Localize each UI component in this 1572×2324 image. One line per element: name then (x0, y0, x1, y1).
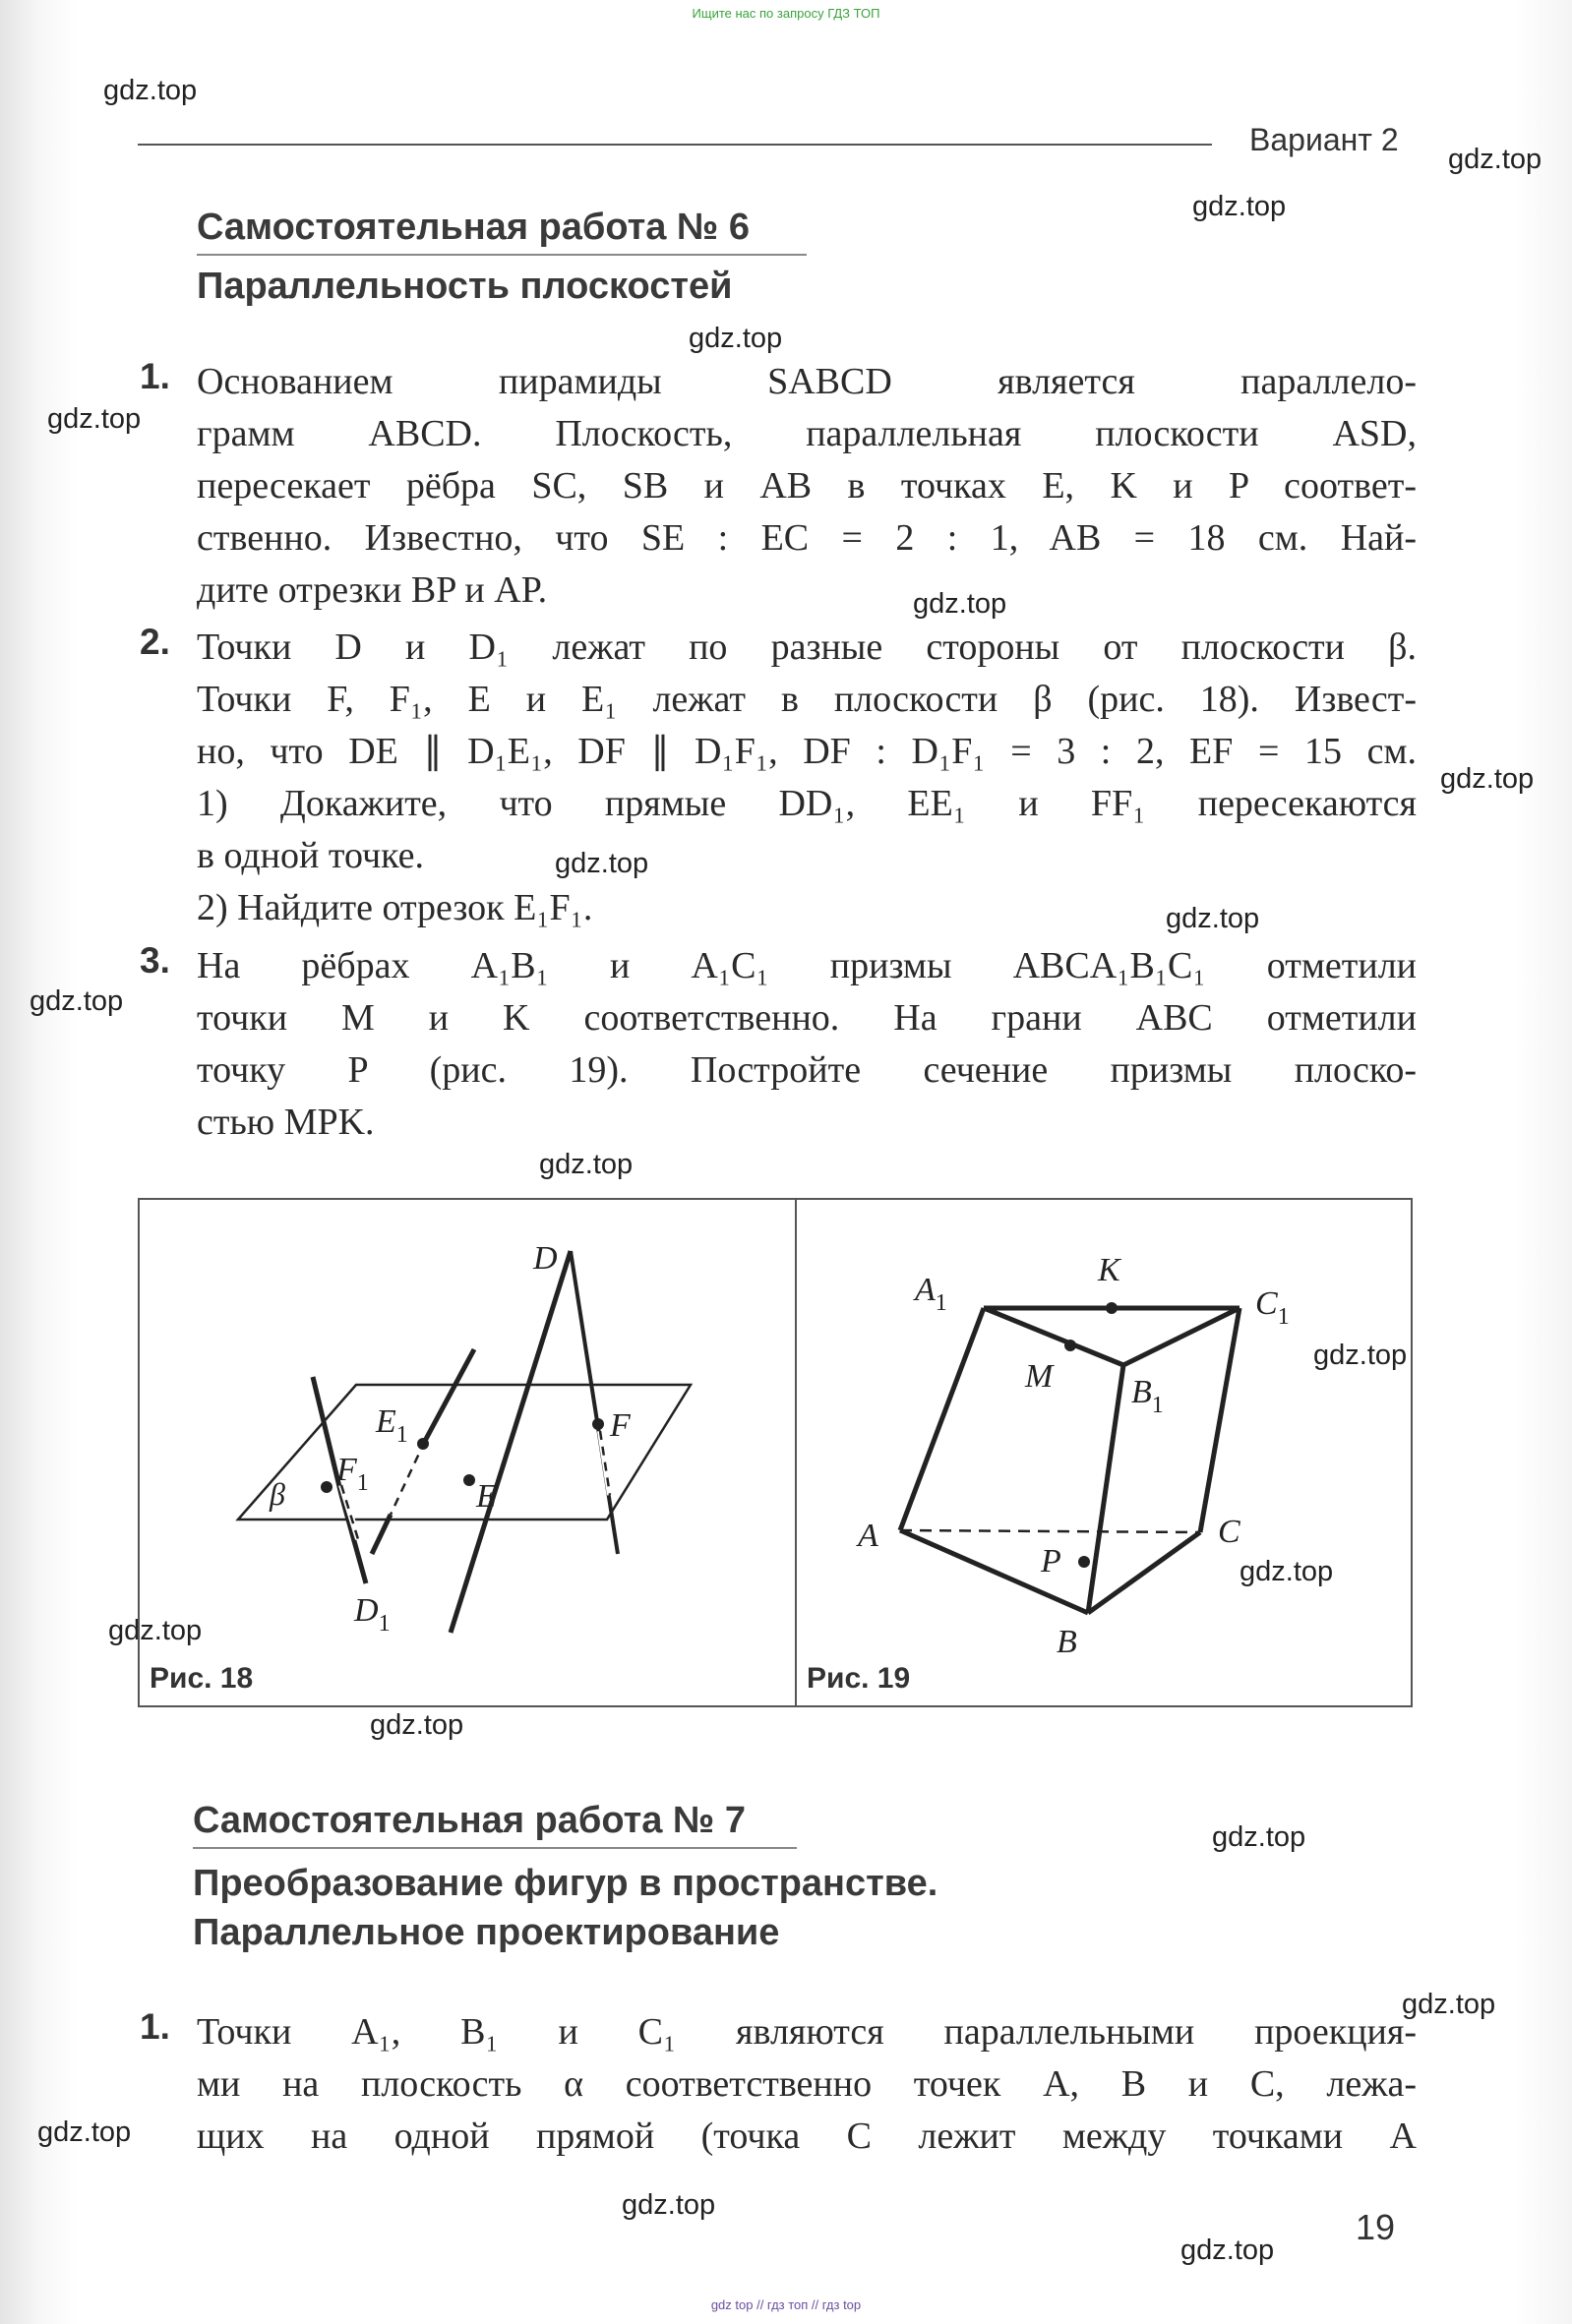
task-line: ственно. Известно, что SE : EC = 2 : 1, AB = 18 см. Най- (197, 517, 1417, 559)
task-line: 2) Найдите отрезок E₁F₁. (197, 887, 593, 928)
header-rule (138, 144, 1212, 146)
task-text (197, 356, 1417, 617)
task-number: 1. (140, 356, 170, 396)
task-line: На рёбрах A₁B₁ и A₁C₁ призмы ABCA₁B₁C₁ отметили (197, 945, 1417, 986)
task-line: ми на плоскость α соответственно точек A, B и C, лежа- (197, 2063, 1417, 2105)
task-text (197, 2006, 1417, 2163)
watermark: gdz.top (1313, 1340, 1408, 1371)
label-e1: $E_1$ (376, 1403, 408, 1448)
watermark: gdz.top (689, 323, 783, 354)
label-c: C (1218, 1514, 1240, 1550)
watermark: gdz.top (1402, 1989, 1496, 2020)
point-m (1064, 1340, 1076, 1351)
point-f1 (321, 1481, 333, 1493)
label-f1: $F_1$ (336, 1452, 369, 1496)
point-k (1106, 1302, 1118, 1314)
task-line: Основанием пирамиды SABCD является параллело- (197, 361, 1417, 402)
watermark: gdz.top (622, 2189, 716, 2221)
label-a: A (858, 1518, 878, 1554)
section-7-title-underline (193, 1847, 797, 1849)
edge-bc (1088, 1532, 1200, 1613)
task-line: в одной точке. (197, 835, 424, 876)
watermark: gdz.top (1192, 191, 1287, 222)
watermark: gdz.top (539, 1149, 634, 1180)
point-p (1078, 1556, 1090, 1568)
watermark: gdz.top (1212, 1821, 1306, 1853)
task-number: 3. (140, 940, 170, 981)
watermark: gdz.top (30, 985, 124, 1017)
line-dd1-left (451, 1251, 571, 1633)
plane-beta (238, 1385, 691, 1520)
variant-label: Вариант 2 (1249, 122, 1399, 157)
watermark: gdz.top (103, 75, 198, 106)
line-f1-lower (341, 1495, 366, 1583)
label-d1: $D_1$ (354, 1592, 391, 1637)
label-k: K (1098, 1252, 1120, 1288)
section-6-title-underline (197, 254, 807, 256)
task-line: Точки A₁, B₁ и C₁ являются параллельными проекция- (197, 2011, 1417, 2053)
task-line: точку P (рис. 19). Постройте сечение призмы плоско- (197, 1049, 1417, 1091)
watermark: gdz.top (1239, 1556, 1334, 1587)
point-f (592, 1418, 604, 1430)
task-line: точки M и K соответственно. На грани ABC отметили (197, 997, 1417, 1039)
task-text (197, 622, 1417, 934)
section-7-subtitle-line1: Преобразование фигур в пространстве. (193, 1863, 938, 1904)
watermark: gdz.top (913, 588, 1007, 620)
bottom-promo-note: gdz top // гдз топ // гдз top (710, 2297, 862, 2312)
edge-a1b1 (984, 1308, 1123, 1365)
line-df (571, 1251, 618, 1554)
label-e: E (476, 1478, 497, 1515)
watermark: gdz.top (555, 848, 649, 879)
watermark: gdz.top (1166, 903, 1260, 934)
label-f: F (610, 1407, 631, 1444)
watermark: gdz.top (1448, 144, 1542, 175)
label-a1: $A_1$ (915, 1272, 947, 1316)
label-b: B (1057, 1624, 1077, 1660)
label-c1: $C_1$ (1255, 1285, 1290, 1330)
section-6-title: Самостоятельная работа № 6 (197, 207, 750, 248)
watermark: gdz.top (370, 1709, 464, 1741)
section-7-title: Самостоятельная работа № 7 (193, 1800, 746, 1841)
page-number: 19 (1356, 2207, 1396, 2247)
task-line: стью MPK. (197, 1102, 375, 1143)
figure-18-diagram (140, 1200, 793, 1705)
edge-b1c1 (1123, 1308, 1239, 1365)
task-line: грамм ABCD. Плоскость, параллельная плоскости ASD, (197, 413, 1417, 454)
task-number: 2. (140, 622, 170, 662)
task-line: дите отрезки BP и AP. (197, 569, 548, 611)
point-e1 (417, 1438, 429, 1450)
figure-18-caption: Рис. 18 (150, 1662, 254, 1695)
edge-ac-hidden (900, 1530, 1200, 1532)
section-6-subtitle: Параллельность плоскостей (197, 266, 733, 307)
label-m: M (1025, 1358, 1054, 1395)
task-line: но, что DE ∥ D₁E₁, DF ∥ D₁F₁, DF : D₁F₁ = 3 : 2, EF = 15 см. (197, 731, 1417, 772)
line-e1-upper (425, 1349, 474, 1441)
watermark: gdz.top (47, 403, 142, 435)
task-line: щих на одной прямой (точка C лежит между точками A (197, 2115, 1417, 2157)
task-line: пересекает рёбра SC, SB и AB в точках E, K и P соответ- (197, 465, 1417, 507)
edge-a1a (900, 1308, 984, 1530)
watermark: gdz.top (37, 2116, 132, 2148)
edge-c1c (1200, 1308, 1239, 1532)
watermark: gdz.top (1180, 2235, 1275, 2266)
section-7-subtitle-line2: Параллельное проектирование (193, 1912, 780, 1953)
label-d: D (533, 1240, 558, 1277)
task-line: Точки D и D₁ лежат по разные стороны от плоскости β. (197, 626, 1417, 668)
task-line: Точки F, F₁, E и E₁ лежат в плоскости β (рис. 18). Извест- (197, 679, 1417, 720)
label-p: P (1041, 1543, 1061, 1579)
task-text (197, 940, 1417, 1149)
watermark: gdz.top (108, 1615, 203, 1646)
label-beta: β (270, 1476, 285, 1512)
task-line: 1) Докажите, что прямые DD₁, EE₁ и FF₁ пересекаются (197, 783, 1417, 824)
edge-b1b (1088, 1365, 1123, 1613)
point-e (463, 1474, 475, 1486)
line-e1-hidden (391, 1441, 425, 1515)
task-number: 1. (140, 2006, 170, 2047)
top-promo-note: Ищите нас по запросу ГДЗ ТОП (692, 6, 880, 21)
figure-19-diagram (797, 1200, 1411, 1705)
label-b1: $B_1$ (1131, 1374, 1164, 1418)
watermark: gdz.top (1440, 763, 1535, 795)
figure-19-caption: Рис. 19 (807, 1662, 911, 1695)
